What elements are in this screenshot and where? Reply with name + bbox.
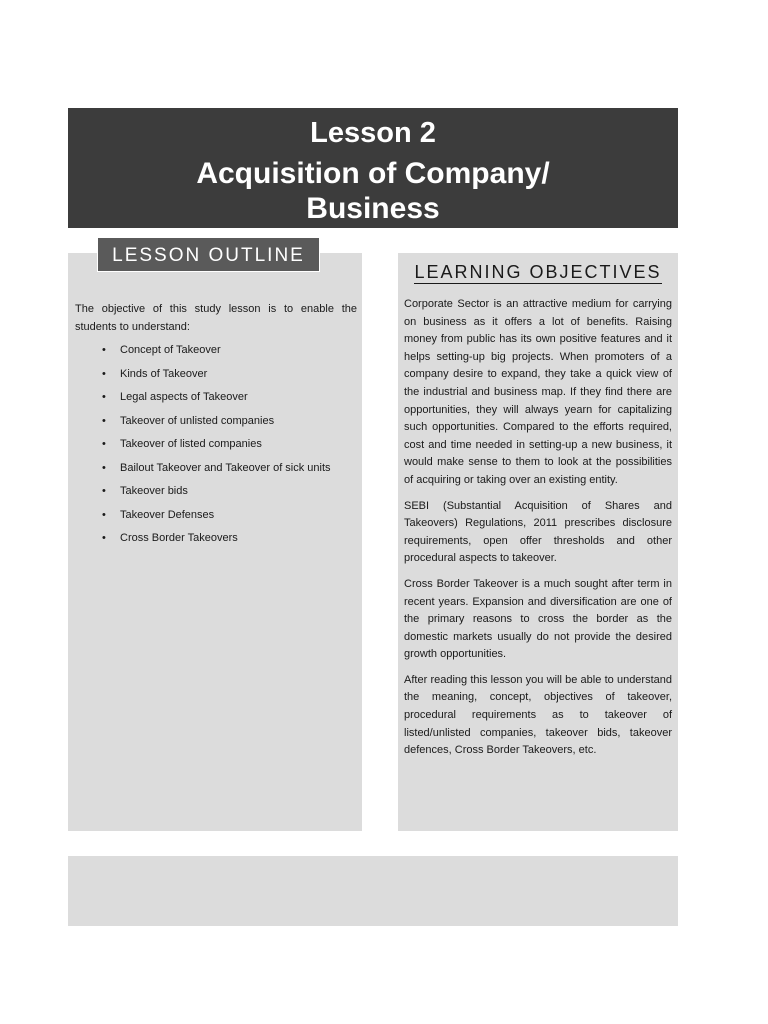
list-item <box>75 460 357 477</box>
lesson-outline-intro: The objective of this study lesson is to enable the students to understand: <box>75 303 357 333</box>
lesson-header <box>68 108 678 228</box>
objectives-paragraph: Corporate Sector is an attractive medium for carrying on business as it offers a lot of benefits. Raising money from public has its own positive features and it helps setting-up big projects. When promoters of a company desire to expand, they take a quick view of the industrial and business map. If they find there are opportunities, they will always yearn for capitalizing such opportunities. Compared to the efforts required, cost and time needed in setting-up a new business, it would make sense to them to look at the possibilities of acquiring or taking over an existing entity. <box>404 298 672 486</box>
bullet-icon: • <box>102 344 106 356</box>
bullet-icon: • <box>102 367 106 380</box>
learning-objectives-heading-wrap <box>398 258 678 286</box>
bullet-icon: • <box>102 391 106 403</box>
bullet-icon: • <box>102 461 106 474</box>
list-item <box>75 413 357 430</box>
list-item <box>75 366 357 383</box>
lesson-title-line-2: Business <box>306 192 440 225</box>
list-item-text: Takeover of listed companies <box>120 438 262 450</box>
objectives-paragraph: SEBI (Substantial Acquisition of Shares and Takeovers) Regulations, 2011 prescribes disclosure requirements, open offer thresholds and other procedural aspects to takeover. <box>404 499 672 565</box>
bullet-icon: • <box>102 438 106 450</box>
list-item-text: Concept of Takeover <box>120 344 221 356</box>
learning-objectives-body <box>404 296 672 768</box>
lesson-outline-list <box>75 342 357 554</box>
bullet-icon: • <box>102 485 106 497</box>
bullet-icon: • <box>102 508 106 521</box>
list-item <box>75 436 357 453</box>
lesson-title-line-1: Acquisition of Company/ <box>196 157 550 190</box>
bottom-panel <box>68 856 678 926</box>
bullet-icon: • <box>102 532 106 544</box>
list-item-text: Cross Border Takeovers <box>120 532 238 544</box>
list-item <box>75 530 357 547</box>
objectives-paragraph: Cross Border Takeover is a much sought after term in recent years. Expansion and diversification are one of the primary reasons to cross the border as the domestic markets usually do not provide the desired growth opportunities. <box>404 577 672 661</box>
list-item-text: Kinds of Takeover <box>120 367 208 380</box>
list-item <box>75 342 357 359</box>
lesson-outline-heading: LESSON OUTLINE <box>97 237 320 272</box>
list-item-text: Takeover of unlisted companies <box>120 414 275 427</box>
lesson-number: Lesson 2 <box>310 117 436 149</box>
list-item <box>75 483 357 500</box>
list-item-text: Legal aspects of Takeover <box>120 391 248 403</box>
list-item <box>75 507 357 524</box>
list-item-text: Bailout Takeover and Takeover of sick units <box>120 461 331 474</box>
objectives-paragraph: After reading this lesson you will be able to understand the meaning, concept, objectives of takeover, procedural requirements as to takeover of listed/unlisted companies, takeover bids, takeover defences, Cross Border Takeovers, etc. <box>404 673 672 757</box>
learning-objectives-heading: LEARNING OBJECTIVES <box>414 262 662 282</box>
list-item-text: Takeover bids <box>120 485 188 497</box>
list-item <box>75 389 357 406</box>
bullet-icon: • <box>102 414 106 427</box>
list-item-text: Takeover Defenses <box>120 508 215 521</box>
